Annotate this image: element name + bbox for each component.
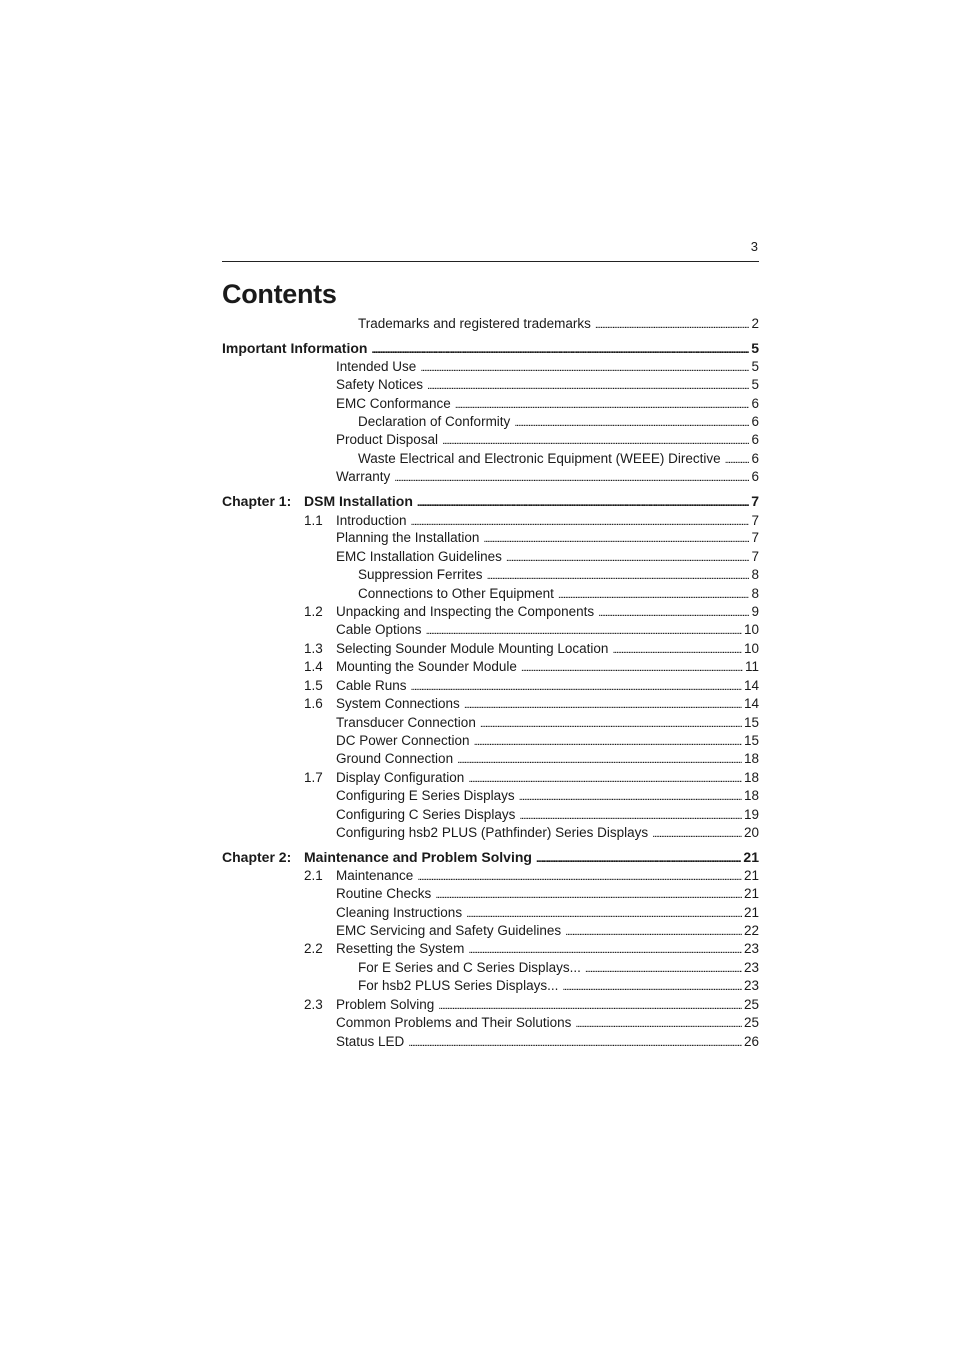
toc-entry-label: EMC Installation Guidelines: [336, 549, 502, 564]
toc-entry[interactable]: [336, 1014, 759, 1032]
dot-leader: [411, 512, 750, 530]
toc-entry-page: 21: [743, 886, 759, 901]
toc-entry[interactable]: [304, 603, 759, 621]
dot-leader: [411, 677, 742, 695]
section-number: 1.3: [304, 641, 323, 656]
toc-entry[interactable]: [304, 867, 759, 885]
toc-entry-page: 14: [743, 678, 759, 693]
dot-leader: [442, 431, 749, 449]
dot-leader: [536, 848, 741, 866]
toc-entry-label: System Connections: [336, 696, 460, 711]
toc-entry[interactable]: [358, 585, 759, 603]
toc-entry[interactable]: [358, 450, 759, 468]
dot-leader: [417, 492, 749, 510]
toc-entry-page: 10: [743, 641, 759, 656]
toc-entry-page: 9: [751, 604, 759, 619]
dot-leader: [483, 529, 749, 547]
toc-entry-page: 5: [751, 377, 759, 392]
toc-entry[interactable]: [358, 413, 759, 431]
toc-entry-page: 14: [743, 696, 759, 711]
toc-entry[interactable]: [304, 640, 759, 658]
toc-entry[interactable]: [304, 940, 759, 958]
toc-entry[interactable]: [304, 677, 759, 695]
toc-entry-page: 6: [751, 432, 759, 447]
section-number: 1.1: [304, 513, 323, 528]
toc-entry-page: 2: [751, 316, 759, 331]
toc-entry-label: Trademarks and registered trademarks: [358, 316, 591, 331]
toc-entry[interactable]: [336, 529, 759, 547]
toc-entry-page: 8: [751, 586, 759, 601]
toc-entry-label: DC Power Connection: [336, 733, 470, 748]
toc-entry-label: Planning the Installation: [336, 530, 480, 545]
toc-entry[interactable]: [336, 468, 759, 486]
toc-entry-page: 26: [743, 1034, 759, 1049]
dot-leader: [426, 621, 742, 639]
dot-leader: [394, 468, 749, 486]
toc-entry[interactable]: [358, 977, 759, 995]
toc-entry[interactable]: [336, 824, 759, 842]
dot-leader: [408, 1033, 742, 1051]
toc-entry-label: Important Information: [222, 340, 368, 356]
dot-leader: [468, 769, 742, 787]
dot-leader: [506, 548, 750, 566]
toc-entry-label: Maintenance and Problem Solving: [304, 849, 532, 865]
toc-entry-page: 20: [743, 825, 759, 840]
toc-entry-page: 7: [751, 513, 759, 528]
toc-entry-page: 25: [743, 997, 759, 1012]
toc-entry[interactable]: [336, 548, 759, 566]
toc-entry[interactable]: [336, 787, 759, 805]
section-number: 2.2: [304, 941, 323, 956]
toc-entry-label: Resetting the System: [336, 941, 465, 956]
toc-entry[interactable]: [304, 658, 759, 676]
toc-entry-label: Intended Use: [336, 359, 417, 374]
toc-entry-page: 11: [744, 659, 759, 674]
dot-leader: [612, 640, 742, 658]
toc-entry-page: 18: [743, 788, 759, 803]
dot-leader: [474, 732, 742, 750]
section-number: 2.1: [304, 868, 323, 883]
dot-leader: [438, 996, 742, 1014]
dot-leader: [464, 695, 742, 713]
toc-entry-page: 7: [751, 549, 759, 564]
toc-entry[interactable]: [336, 750, 759, 768]
toc-entry-page: 23: [743, 960, 759, 975]
toc-entry-label: Safety Notices: [336, 377, 424, 392]
toc-entry[interactable]: [336, 1033, 759, 1051]
dot-leader: [519, 806, 742, 824]
dot-leader: [565, 922, 742, 940]
dot-leader: [435, 885, 742, 903]
dot-leader: [595, 315, 750, 333]
toc-entry-label: Connections to Other Equipment: [358, 586, 554, 601]
dot-leader: [468, 940, 742, 958]
toc-entry-label: EMC Conformance: [336, 396, 451, 411]
page-title: Contents: [222, 279, 337, 309]
toc-entry-page: 25: [743, 1015, 759, 1030]
toc-entry-label: Cable Runs: [336, 678, 407, 693]
dot-leader: [480, 714, 742, 732]
dot-leader: [427, 376, 749, 394]
toc-entry-page: 6: [751, 469, 759, 484]
toc-entry-page: 21: [743, 849, 759, 865]
section-number: 1.5: [304, 678, 323, 693]
toc-entry-page: 7: [751, 493, 759, 509]
toc-entry-label: Introduction: [336, 513, 407, 528]
toc-entry-label: Configuring E Series Displays: [336, 788, 515, 803]
section-number: 2.3: [304, 997, 323, 1012]
toc-entry[interactable]: [304, 769, 759, 787]
toc-entry[interactable]: [304, 996, 759, 1014]
toc-entry[interactable]: [336, 806, 759, 824]
toc-entry[interactable]: [336, 732, 759, 750]
dot-leader: [521, 658, 743, 676]
toc-entry-label: Unpacking and Inspecting the Components: [336, 604, 595, 619]
toc-entry-page: 23: [743, 978, 759, 993]
toc-entry-label: Maintenance: [336, 868, 414, 883]
toc-entry-page: 18: [743, 770, 759, 785]
toc-entry-page: 21: [743, 905, 759, 920]
dot-leader: [371, 339, 749, 357]
toc-entry-label: Cable Options: [336, 622, 422, 637]
toc-entry-label: Common Problems and Their Solutions: [336, 1015, 572, 1030]
page-number: 3: [750, 239, 758, 254]
toc-entry-page: 15: [743, 733, 759, 748]
dot-leader: [466, 904, 742, 922]
toc-entry-page: 6: [751, 451, 759, 466]
dot-leader: [420, 358, 749, 376]
chapter-prefix: Chapter 1:: [222, 493, 292, 509]
toc-entry-page: 22: [743, 923, 759, 938]
dot-leader: [455, 395, 750, 413]
toc-entry-label: DSM Installation: [304, 493, 413, 509]
toc-entry-label: Warranty: [336, 469, 391, 484]
toc-entry[interactable]: [336, 621, 759, 639]
toc-entry-label: Mounting the Sounder Module: [336, 659, 517, 674]
toc-entry-label: For E Series and C Series Displays...: [358, 960, 581, 975]
dot-leader: [725, 450, 750, 468]
toc-entry[interactable]: [304, 512, 759, 530]
toc-entry-label: Transducer Connection: [336, 715, 476, 730]
toc-entry-label: Declaration of Conformity: [358, 414, 511, 429]
toc-chapter-heading[interactable]: [222, 492, 759, 510]
toc-entry-label: Product Disposal: [336, 432, 439, 447]
toc-entry[interactable]: [304, 695, 759, 713]
toc-entry-label: Selecting Sounder Module Mounting Location: [336, 641, 609, 656]
toc-entry-page: 18: [743, 751, 759, 766]
toc-entry-label: Status LED: [336, 1034, 405, 1049]
dot-leader: [598, 603, 749, 621]
toc-section-heading[interactable]: [222, 339, 759, 357]
toc-entry-label: Cleaning Instructions: [336, 905, 463, 920]
toc-entry-label: Suppression Ferrites: [358, 567, 483, 582]
section-number: 1.4: [304, 659, 323, 674]
toc-entry-page: 6: [751, 414, 759, 429]
toc-entry[interactable]: [358, 959, 759, 977]
toc-entry-label: Configuring C Series Displays: [336, 807, 516, 822]
toc-entry-page: 7: [751, 530, 759, 545]
toc-entry[interactable]: [336, 904, 759, 922]
toc-entry[interactable]: [336, 358, 759, 376]
dot-leader: [562, 977, 742, 995]
toc-entry-page: 19: [743, 807, 759, 822]
toc-entry[interactable]: [336, 922, 759, 940]
section-number: 1.6: [304, 696, 323, 711]
section-number: 1.7: [304, 770, 323, 785]
toc-entry[interactable]: [358, 315, 759, 333]
toc-entry-label: Ground Connection: [336, 751, 454, 766]
dot-leader: [558, 585, 750, 603]
dot-leader: [652, 824, 742, 842]
toc-entry-page: 21: [743, 868, 759, 883]
dot-leader: [417, 867, 742, 885]
dot-leader: [457, 750, 742, 768]
dot-leader: [575, 1014, 742, 1032]
toc-entry-page: 23: [743, 941, 759, 956]
dot-leader: [519, 787, 742, 805]
toc-entry-page: 8: [751, 567, 759, 582]
toc-entry-label: Waste Electrical and Electronic Equipment (WEEE) Directive: [358, 451, 721, 466]
toc-entry[interactable]: [336, 714, 759, 732]
toc-entry-label: Display Configuration: [336, 770, 465, 785]
toc-entry-page: 15: [743, 715, 759, 730]
toc-entry-label: For hsb2 PLUS Series Displays...: [358, 978, 559, 993]
dot-leader: [514, 413, 749, 431]
chapter-prefix: Chapter 2:: [222, 849, 292, 865]
toc-entry[interactable]: [336, 431, 759, 449]
section-number: 1.2: [304, 604, 323, 619]
dot-leader: [585, 959, 742, 977]
toc-entry-page: 6: [751, 396, 759, 411]
toc-entry-label: Problem Solving: [336, 997, 435, 1012]
toc-entry[interactable]: [336, 376, 759, 394]
toc-entry[interactable]: [358, 566, 759, 584]
toc-entry[interactable]: [336, 395, 759, 413]
toc-entry-page: 10: [743, 622, 759, 637]
dot-leader: [487, 566, 750, 584]
toc-entry-label: EMC Servicing and Safety Guidelines: [336, 923, 562, 938]
toc-entry-label: Routine Checks: [336, 886, 432, 901]
toc-entry-page: 5: [751, 359, 759, 374]
toc-chapter-heading[interactable]: [222, 848, 759, 866]
toc-entry-page: 5: [751, 340, 759, 356]
toc-entry-label: Configuring hsb2 PLUS (Pathfinder) Series Displays: [336, 825, 649, 840]
toc-entry[interactable]: [336, 885, 759, 903]
